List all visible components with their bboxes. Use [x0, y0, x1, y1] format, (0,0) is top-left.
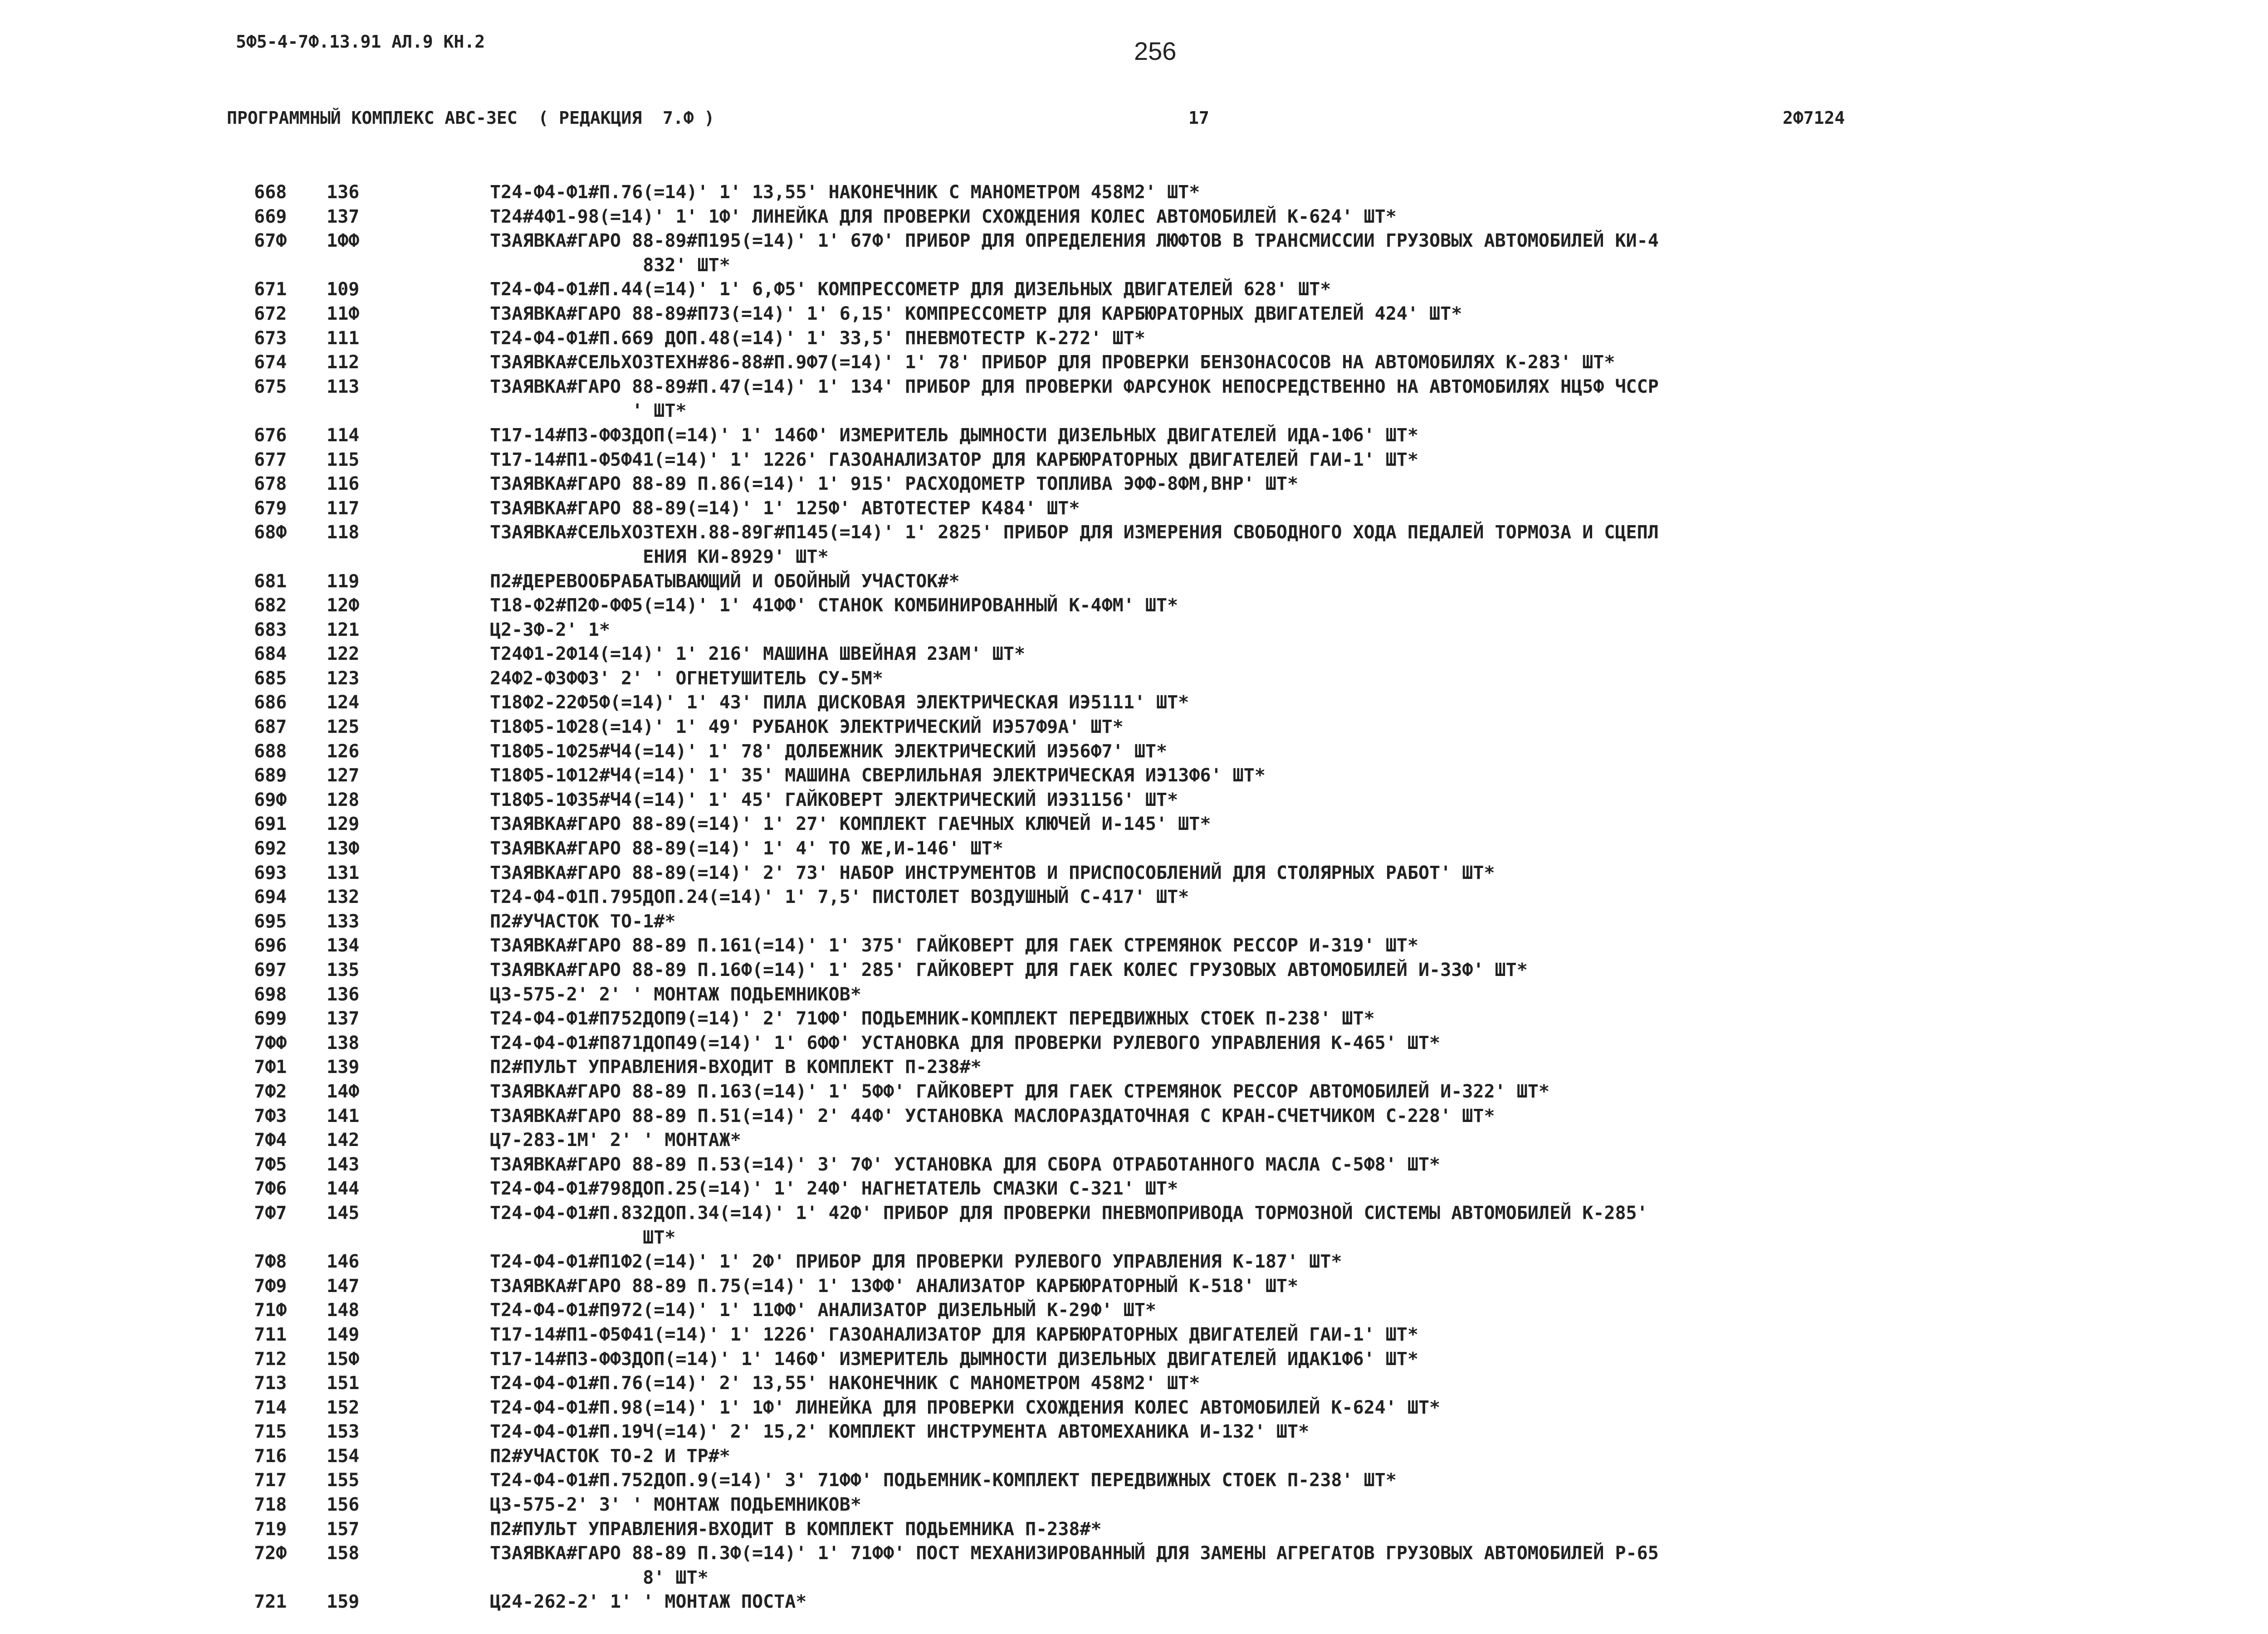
listing-row	[254, 1055, 2141, 1080]
position-number: 134	[327, 935, 360, 956]
row-text: Т24-Ф4-Ф1#П.669 ДОП.48(=14)' 1' 33,5' ПНЕВМОТЕСТР К-272' ШТ*	[490, 327, 1145, 349]
listing-row	[254, 302, 2141, 327]
row-number: 669	[254, 206, 287, 227]
position-number: 155	[327, 1470, 360, 1491]
row-text: Т24-Ф4-Ф1#П.44(=14)' 1' 6,Ф5' КОМПРЕССОМЕТР ДЛЯ ДИЗЕЛЬНЫХ ДВИГАТЕЛЕЙ 628' ШТ*	[490, 279, 1331, 300]
sheet-number: 17	[1188, 108, 1209, 128]
position-number: 11Ф	[327, 303, 360, 324]
row-text: Т18Ф5-1Ф35#Ч4(=14)' 1' 45' ГАЙКОВЕРТ ЭЛЕКТРИЧЕСКИЙ ИЭ31156' ШТ*	[490, 789, 1178, 810]
row-text: Т24-Ф4-Ф1#П972(=14)' 1' 11ФФ' АНАЛИЗАТОР ДИЗЕЛЬНЫЙ К-29Ф' ШТ*	[490, 1300, 1157, 1321]
listing-row	[254, 1420, 2141, 1444]
listing-row	[254, 1177, 2141, 1201]
row-text: ТЗАЯВКА#ГАРО 88-89 П.161(=14)' 1' 375' ГАЙКОВЕРТ ДЛЯ ГАЕК СТРЕМЯНОК РЕССОР И-319' ШТ*	[490, 935, 1418, 956]
listing-row	[254, 1590, 2141, 1614]
row-number: 71Ф	[254, 1300, 287, 1321]
row-number	[254, 254, 327, 278]
row-text: ТЗАЯВКА#ГАРО 88-89 П.53(=14)' 3' 7Ф' УСТАНОВКА ДЛЯ СБОРА ОТРАБОТАННОГО МАСЛА С-5Ф8' ШТ*	[490, 1154, 1441, 1175]
row-text: Т24-Ф4-Ф1#П.76(=14)' 1' 13,55' НАКОНЕЧНИК С МАНОМЕТРОМ 458М2' ШТ*	[490, 182, 1200, 203]
row-text: Т17-14#П3-ФФ3ДОП(=14)' 1' 146Ф' ИЗМЕРИТЕЛЬ ДЫМНОСТИ ДИЗЕЛЬНЫХ ДВИГАТЕЛЕЙ ИДАК1Ф6' ШТ*	[490, 1348, 1418, 1370]
row-number: 7Ф8	[254, 1251, 287, 1273]
row-number: 683	[254, 619, 287, 640]
row-text: ТЗАЯВКА#ГАРО 88-89#П195(=14)' 1' 67Ф' ПРИБОР ДЛЯ ОПРЕДЕЛЕНИЯ ЛЮФТОВ В ТРАНСМИССИИ ГРУЗОВЫХ АВТОМОБИЛЕЙ КИ-4	[490, 230, 1659, 252]
position-number: 127	[327, 765, 360, 786]
position-number: 144	[327, 1178, 360, 1200]
position-number: 121	[327, 619, 360, 640]
row-number: 696	[254, 935, 287, 956]
position-number: 124	[327, 692, 360, 713]
listing-row	[254, 545, 2141, 570]
listing-row	[254, 740, 2141, 764]
row-number	[254, 1226, 327, 1250]
row-number: 711	[254, 1324, 287, 1345]
row-text: ТЗАЯВКА#ГАРО 88-89(=14)' 1' 125Ф' АВТОТЕСТЕР К484' ШТ*	[490, 498, 1080, 519]
listing-row	[254, 1128, 2141, 1153]
listing-row	[254, 399, 2141, 424]
row-text: Т24-Ф4-Ф1#П871ДОП49(=14)' 1' 6ФФ' УСТАНОВКА ДЛЯ ПРОВЕРКИ РУЛЕВОГО УПРАВЛЕНИЯ К-465' ШТ*	[490, 1032, 1441, 1054]
position-number: 117	[327, 498, 360, 519]
row-number: 688	[254, 741, 287, 762]
row-text: П2#ДЕРЕВООБРАБАТЫВАЮЩИЙ И ОБОЙНЫЙ УЧАСТОК#*	[490, 571, 960, 592]
position-number: 123	[327, 668, 360, 689]
listing-row	[254, 1444, 2141, 1469]
position-number: 12Ф	[327, 595, 360, 616]
row-text: 832' ШТ*	[490, 254, 730, 276]
listing-row	[254, 375, 2141, 400]
listing-row	[254, 278, 2141, 302]
row-number	[254, 545, 327, 570]
row-number: 691	[254, 814, 287, 835]
row-text: ТЗАЯВКА#ГАРО 88-89(=14)' 1' 27' КОМПЛЕКТ ГАЕЧНЫХ КЛЮЧЕЙ И-145' ШТ*	[490, 814, 1211, 835]
position-number: 137	[327, 206, 360, 227]
row-text: ТЗАЯВКА#ГАРО 88-89 П.163(=14)' 1' 5ФФ' ГАЙКОВЕРТ ДЛЯ ГАЕК СТРЕМЯНОК РЕССОР АВТОМОБИЛЕЙ И-322' ШТ*	[490, 1081, 1549, 1102]
row-text: 24Ф2-ФЗФФ3' 2' ' ОГНЕТУШИТЕЛЬ СУ-5М*	[490, 668, 883, 689]
listing-row	[254, 180, 2141, 205]
position-number: 139	[327, 1057, 360, 1078]
position-number: 157	[327, 1518, 360, 1540]
position-number: 143	[327, 1154, 360, 1175]
listing-row	[254, 934, 2141, 958]
listing-row	[254, 1371, 2141, 1396]
row-number: 673	[254, 327, 287, 349]
position-number: 113	[327, 376, 360, 397]
row-number: 668	[254, 182, 287, 203]
row-number: 695	[254, 911, 287, 932]
position-number	[327, 1226, 490, 1250]
row-text: Т17-14#П1-Ф5Ф41(=14)' 1' 1226' ГАЗОАНАЛИЗАТОР ДЛЯ КАРБЮРАТОРНЫХ ДВИГАТЕЛЕЙ ГАИ-1' ШТ*	[490, 1324, 1418, 1345]
listing-row	[254, 958, 2141, 983]
position-number: 116	[327, 473, 360, 495]
position-number: 141	[327, 1105, 360, 1127]
position-number: 122	[327, 644, 360, 665]
listing-row	[254, 351, 2141, 375]
row-number: 671	[254, 279, 287, 300]
position-number: 15Ф	[327, 1348, 360, 1370]
row-number: 7Ф2	[254, 1081, 287, 1102]
position-number	[327, 545, 490, 570]
listing-row	[254, 618, 2141, 643]
row-text: Т24-Ф4-Ф1#П.19Ч(=14)' 2' 15,2' КОМПЛЕКТ ИНСТРУМЕНТА АВТОМЕХАНИКА И-132' ШТ*	[490, 1421, 1310, 1443]
row-number: 7ФФ	[254, 1032, 287, 1054]
listing-row	[254, 812, 2141, 837]
document-id: 5Ф5-4-7Ф.13.91 АЛ.9 КН.2	[236, 32, 485, 52]
row-number: 713	[254, 1373, 287, 1394]
position-number: 158	[327, 1543, 360, 1564]
position-number: 136	[327, 984, 360, 1005]
row-text: ТЗАЯВКА#ГАРО 88-89 П.75(=14)' 1' 13ФФ' АНАЛИЗАТОР КАРБЮРАТОРНЫЙ К-518' ШТ*	[490, 1275, 1299, 1297]
row-text: Ц7-283-1М' 2' ' МОНТАЖ*	[490, 1130, 741, 1151]
row-text: Ц24-262-2' 1' ' МОНТАЖ ПОСТА*	[490, 1591, 807, 1613]
row-number: 678	[254, 473, 287, 495]
listing-row	[254, 885, 2141, 910]
row-number: 672	[254, 303, 287, 324]
listing-row	[254, 205, 2141, 229]
row-text: ТЗАЯВКА#СЕЛЬХОЗТЕХН.88-89Г#П145(=14)' 1' 2825' ПРИБОР ДЛЯ ИЗМЕРЕНИЯ СВОБОДНОГО ХОДА ПЕДАЛЕЙ ТОРМОЗА И СЦЕПЛ	[490, 522, 1659, 543]
listing-row	[254, 472, 2141, 497]
listing-row	[254, 1493, 2141, 1517]
position-number: 159	[327, 1591, 360, 1613]
row-text: П2#УЧАСТОК ТО-1#*	[490, 911, 676, 932]
row-number: 714	[254, 1397, 287, 1418]
row-text: ТЗАЯВКА#СЕЛЬХОЗТЕХН#86-88#П.9Ф7(=14)' 1' 78' ПРИБОР ДЛЯ ПРОВЕРКИ БЕНЗОНАСОСОВ НА АВТОМОБИЛЯХ К-283' ШТ*	[490, 352, 1615, 373]
position-number: 112	[327, 352, 360, 373]
row-number: 697	[254, 960, 287, 980]
position-number: 109	[327, 279, 360, 300]
row-text: Т24-Ф4-Ф1#П.832ДОП.34(=14)' 1' 42Ф' ПРИБОР ДЛЯ ПРОВЕРКИ ПНЕВМОПРИВОДА ТОРМОЗНОЙ СИСТЕМЫ АВТОМОБИЛЕЙ К-285'	[490, 1202, 1648, 1224]
position-number: 137	[327, 1008, 360, 1029]
page-number: 256	[1134, 37, 1177, 65]
position-number: 129	[327, 814, 360, 835]
listing-row	[254, 691, 2141, 715]
listing-row	[254, 424, 2141, 448]
row-number	[254, 399, 327, 424]
row-text: Ц3-575-2' 2' ' МОНТАЖ ПОДЬЕМНИКОВ*	[490, 984, 861, 1005]
position-number: 13Ф	[327, 838, 360, 859]
row-number: 69Ф	[254, 789, 287, 810]
row-number: 676	[254, 424, 287, 446]
position-number: 147	[327, 1275, 360, 1297]
row-text: Т24-Ф4-Ф1П.795ДОП.24(=14)' 1' 7,5' ПИСТОЛЕТ ВОЗДУШНЫЙ С-417' ШТ*	[490, 887, 1189, 908]
row-text: ЕНИЯ КИ-8929' ШТ*	[490, 546, 829, 567]
position-number: 153	[327, 1421, 360, 1443]
position-number: 126	[327, 741, 360, 762]
listing-row	[254, 1566, 2141, 1590]
listing-row	[254, 1298, 2141, 1323]
position-number: 154	[327, 1445, 360, 1467]
row-number: 7Ф3	[254, 1105, 287, 1127]
listing-row	[254, 1517, 2141, 1542]
row-number: 684	[254, 644, 287, 665]
position-number: 145	[327, 1202, 360, 1224]
row-text: Ц3-575-2' 3' ' МОНТАЖ ПОДЬЕМНИКОВ*	[490, 1494, 861, 1516]
listing-row	[254, 837, 2141, 861]
listing-row	[254, 1153, 2141, 1177]
row-number: 694	[254, 887, 287, 908]
row-number: 712	[254, 1348, 287, 1370]
row-number: 7Ф4	[254, 1130, 287, 1151]
row-text: Т18Ф5-1Ф12#Ч4(=14)' 1' 35' МАШИНА СВЕРЛИЛЬНАЯ ЭЛЕКТРИЧЕСКАЯ ИЭ13Ф6' ШТ*	[490, 765, 1266, 786]
row-text: 8' ШТ*	[490, 1567, 709, 1588]
position-number: 142	[327, 1130, 360, 1151]
listing-row	[254, 1274, 2141, 1299]
position-number	[327, 1566, 490, 1590]
listing-row	[254, 1468, 2141, 1493]
listing-row	[254, 594, 2141, 618]
row-number: 67Ф	[254, 230, 287, 252]
position-number: 119	[327, 571, 360, 592]
position-number: 132	[327, 887, 360, 908]
listing-row	[254, 327, 2141, 351]
row-text: Т24-Ф4-Ф1#П.752ДОП.9(=14)' 3' 71ФФ' ПОДЬЕМНИК-КОМПЛЕКТ ПЕРЕДВИЖНЫХ СТОЕК П-238' ШТ*	[490, 1470, 1397, 1491]
listing-row	[254, 788, 2141, 813]
row-number: 685	[254, 668, 287, 689]
listing-row	[254, 1541, 2141, 1566]
row-number: 681	[254, 571, 287, 592]
listing-row	[254, 1201, 2141, 1226]
row-number: 679	[254, 498, 287, 519]
position-number: 133	[327, 911, 360, 932]
row-text: Т24Ф1-2Ф14(=14)' 1' 216' МАШИНА ШВЕЙНАЯ 23АМ' ШТ*	[490, 644, 1026, 665]
listing-row	[254, 715, 2141, 740]
position-number: 156	[327, 1494, 360, 1516]
listing-row	[254, 1396, 2141, 1420]
row-text: Т18Ф2-22Ф5Ф(=14)' 1' 43' ПИЛА ДИСКОВАЯ ЭЛЕКТРИЧЕСКАЯ ИЭ5111' ШТ*	[490, 692, 1189, 713]
row-text: П2#УЧАСТОК ТО-2 И ТР#*	[490, 1445, 730, 1467]
row-text: Т24-Ф4-Ф1#798ДОП.25(=14)' 1' 24Ф' НАГНЕТАТЕЛЬ СМАЗКИ С-321' ШТ*	[490, 1178, 1178, 1200]
position-number: 14Ф	[327, 1081, 360, 1102]
row-text: Т24#4Ф1-98(=14)' 1' 1Ф' ЛИНЕЙКА ДЛЯ ПРОВЕРКИ СХОЖДЕНИЯ КОЛЕС АВТОМОБИЛЕЙ К-624' ШТ*	[490, 206, 1397, 227]
position-number: 1ФФ	[327, 230, 360, 252]
position-number: 125	[327, 717, 360, 738]
row-text: ' ШТ*	[490, 400, 687, 422]
row-number: 686	[254, 692, 287, 713]
listing-row	[254, 1080, 2141, 1104]
row-number: 693	[254, 862, 287, 883]
row-text: ТЗАЯВКА#ГАРО 88-89 П.51(=14)' 2' 44Ф' УСТАНОВКА МАСЛОРАЗДАТОЧНАЯ С КРАН-СЧЕТЧИКОМ С-228' ШТ*	[490, 1105, 1495, 1127]
listing-row	[254, 1226, 2141, 1250]
position-number: 118	[327, 522, 360, 543]
row-number: 7Ф9	[254, 1275, 287, 1297]
position-number: 136	[327, 182, 360, 203]
row-number: 7Ф7	[254, 1202, 287, 1224]
listing-row	[254, 910, 2141, 934]
row-text: ТЗАЯВКА#ГАРО 88-89 П.16Ф(=14)' 1' 285' ГАЙКОВЕРТ ДЛЯ ГАЕК КОЛЕС ГРУЗОВЫХ АВТОМОБИЛЕЙ И-33Ф' ШТ*	[490, 960, 1528, 980]
position-number: 146	[327, 1251, 360, 1273]
row-text: Т24-Ф4-Ф1#П.98(=14)' 1' 1Ф' ЛИНЕЙКА ДЛЯ ПРОВЕРКИ СХОЖДЕНИЯ КОЛЕС АВТОМОБИЛЕЙ К-624' ШТ*	[490, 1397, 1441, 1418]
position-number: 131	[327, 862, 360, 883]
row-number: 674	[254, 352, 287, 373]
position-number	[327, 399, 490, 424]
row-number: 687	[254, 717, 287, 738]
row-text: ТЗАЯВКА#ГАРО 88-89#П73(=14)' 1' 6,15' КОМПРЕССОМЕТР ДЛЯ КАРБЮРАТОРНЫХ ДВИГАТЕЛЕЙ 424' ШТ*	[490, 303, 1462, 324]
row-number: 72Ф	[254, 1543, 287, 1564]
row-text: ТЗАЯВКА#ГАРО 88-89(=14)' 1' 4' ТО ЖЕ,И-146' ШТ*	[490, 838, 1003, 859]
row-number: 677	[254, 449, 287, 470]
listing-row	[254, 764, 2141, 788]
listing-row	[254, 521, 2141, 545]
position-number: 135	[327, 960, 360, 980]
row-number	[254, 1566, 327, 1590]
row-text: Т18-Ф2#П2Ф-ФФ5(=14)' 1' 41ФФ' СТАНОК КОМБИНИРОВАННЫЙ К-4ФМ' ШТ*	[490, 595, 1178, 616]
row-text: Т18Ф5-1Ф25#Ч4(=14)' 1' 78' ДОЛБЕЖНИК ЭЛЕКТРИЧЕСКИЙ ИЭ56Ф7' ШТ*	[490, 741, 1168, 762]
row-number: 716	[254, 1445, 287, 1467]
listing-row	[254, 570, 2141, 594]
listing-table	[254, 180, 2141, 1614]
position-number: 111	[327, 327, 360, 349]
row-number: 715	[254, 1421, 287, 1443]
row-number: 689	[254, 765, 287, 786]
row-text: Т24-Ф4-Ф1#П.76(=14)' 2' 13,55' НАКОНЕЧНИК С МАНОМЕТРОМ 458М2' ШТ*	[490, 1373, 1200, 1394]
row-text: Т17-14#П3-ФФ3ДОП(=14)' 1' 146Ф' ИЗМЕРИТЕЛЬ ДЫМНОСТИ ДИЗЕЛЬНЫХ ДВИГАТЕЛЕЙ ИДА-1Ф6' ШТ*	[490, 424, 1418, 446]
listing-row	[254, 1347, 2141, 1372]
program-title: ПРОГРАММНЫЙ КОМПЛЕКС АВС-ЗЕС ( РЕДАКЦИЯ 7.Ф )	[227, 108, 715, 128]
row-number: 718	[254, 1494, 287, 1516]
row-number: 699	[254, 1008, 287, 1029]
position-number: 128	[327, 789, 360, 810]
position-number: 115	[327, 449, 360, 470]
row-text: П2#ПУЛЬТ УПРАВЛЕНИЯ-ВХОДИТ В КОМПЛЕКТ П-238#*	[490, 1057, 982, 1078]
position-number: 148	[327, 1300, 360, 1321]
listing-row	[254, 497, 2141, 521]
row-number: 719	[254, 1518, 287, 1540]
listing-row	[254, 1323, 2141, 1347]
row-number: 721	[254, 1591, 287, 1613]
listing-row	[254, 861, 2141, 886]
listing-row	[254, 448, 2141, 473]
row-text: ТЗАЯВКА#ГАРО 88-89 П.86(=14)' 1' 915' РАСХОДОМЕТР ТОПЛИВА ЭФФ-8ФМ,ВНР' ШТ*	[490, 473, 1299, 495]
position-number	[327, 254, 490, 278]
row-text: Ц2-3Ф-2' 1*	[490, 619, 610, 640]
listing-row	[254, 642, 2141, 667]
row-text: П2#ПУЛЬТ УПРАВЛЕНИЯ-ВХОДИТ В КОМПЛЕКТ ПОДЬЕМНИКА П-238#*	[490, 1518, 1102, 1540]
listing-row	[254, 667, 2141, 691]
position-number: 114	[327, 424, 360, 446]
listing-row	[254, 254, 2141, 278]
listing-row	[254, 1104, 2141, 1129]
row-text: ТЗАЯВКА#ГАРО 88-89(=14)' 2' 73' НАБОР ИНСТРУМЕНТОВ И ПРИСПОСОБЛЕНИЙ ДЛЯ СТОЛЯРНЫХ РАБОТ' ШТ*	[490, 862, 1495, 883]
row-text: ТЗАЯВКА#ГАРО 88-89 П.3Ф(=14)' 1' 71ФФ' ПОСТ МЕХАНИЗИРОВАННЫЙ ДЛЯ ЗАМЕНЫ АГРЕГАТОВ ГРУЗОВЫХ АВТОМОБИЛЕЙ Р-65	[490, 1543, 1659, 1564]
row-text: Т24-Ф4-Ф1#П752ДОП9(=14)' 2' 71ФФ' ПОДЬЕМНИК-КОМПЛЕКТ ПЕРЕДВИЖНЫХ СТОЕК П-238' ШТ*	[490, 1008, 1375, 1029]
row-number: 682	[254, 595, 287, 616]
position-number: 149	[327, 1324, 360, 1345]
position-number: 151	[327, 1373, 360, 1394]
row-text: ШТ*	[490, 1227, 676, 1248]
row-text: Т17-14#П1-Ф5Ф41(=14)' 1' 1226' ГАЗОАНАЛИЗАТОР ДЛЯ КАРБЮРАТОРНЫХ ДВИГАТЕЛЕЙ ГАИ-1' ШТ*	[490, 449, 1418, 470]
document-code: 2Ф7124	[1783, 108, 1845, 128]
row-number: 717	[254, 1470, 287, 1491]
row-text: ТЗАЯВКА#ГАРО 88-89#П.47(=14)' 1' 134' ПРИБОР ДЛЯ ПРОВЕРКИ ФАРСУНОК НЕПОСРЕДСТВЕННО НА АВТОМОБИЛЯХ НЦ5Ф ЧССР	[490, 376, 1659, 397]
row-number: 7Ф6	[254, 1178, 287, 1200]
row-number: 692	[254, 838, 287, 859]
listing-row	[254, 983, 2141, 1007]
position-number: 138	[327, 1032, 360, 1054]
row-number: 7Ф5	[254, 1154, 287, 1175]
row-number: 675	[254, 376, 287, 397]
listing-row	[254, 1007, 2141, 1031]
row-number: 7Ф1	[254, 1057, 287, 1078]
listing-row	[254, 1031, 2141, 1056]
row-number: 698	[254, 984, 287, 1005]
listing-row	[254, 1250, 2141, 1274]
position-number: 152	[327, 1397, 360, 1418]
row-text: Т18Ф5-1Ф28(=14)' 1' 49' РУБАНОК ЭЛЕКТРИЧЕСКИЙ ИЭ57Ф9А' ШТ*	[490, 717, 1124, 738]
row-text: Т24-Ф4-Ф1#П1Ф2(=14)' 1' 2Ф' ПРИБОР ДЛЯ ПРОВЕРКИ РУЛЕВОГО УПРАВЛЕНИЯ К-187' ШТ*	[490, 1251, 1342, 1273]
listing-row	[254, 229, 2141, 254]
row-number: 68Ф	[254, 522, 287, 543]
